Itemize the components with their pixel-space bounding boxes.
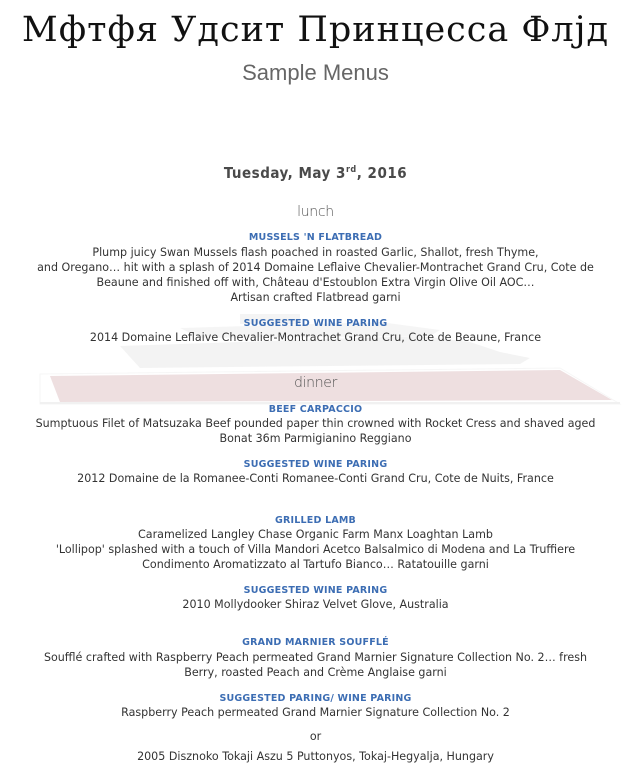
course-description bbox=[20, 650, 611, 680]
meal-label-lunch: lunch bbox=[297, 204, 334, 220]
course-description bbox=[20, 245, 611, 305]
course-description bbox=[20, 416, 611, 446]
description-line: Caramelized Langley Chase Organic Farm Manx Loaghtan Lamb bbox=[138, 528, 493, 541]
wine-line: 2005 Disznoko Tokaji Aszu 5 Puttonyos, Tokaj-Hegyalja, Hungary bbox=[137, 750, 494, 763]
course-title: BEEF CARPACCIO bbox=[268, 404, 363, 415]
course-title: MUSSELS 'N FLATBREAD bbox=[248, 232, 383, 243]
wine-line: 2010 Mollydooker Shiraz Velvet Glove, Australia bbox=[182, 598, 449, 611]
wine-description bbox=[20, 597, 611, 612]
course-title: GRILLED LAMB bbox=[275, 515, 356, 526]
wine-description bbox=[20, 705, 611, 720]
wine-description bbox=[20, 749, 611, 764]
wine-title: SUGGESTED WINE PARING bbox=[243, 318, 388, 329]
date-year: , 2016 bbox=[356, 164, 408, 182]
or-label: or bbox=[309, 730, 322, 743]
wine-title: SUGGESTED PARING/ WINE PARING bbox=[219, 693, 412, 704]
date-prefix: Tuesday, May 3 bbox=[223, 164, 346, 182]
wine-description bbox=[20, 330, 611, 345]
wine-title: SUGGESTED WINE PARING bbox=[243, 459, 388, 470]
course-description bbox=[20, 527, 611, 572]
description-line: and Oregano… hit with a splash of 2014 Domaine Leflaive Chevalier-Montrachet Grand Cru, Cote de bbox=[37, 261, 594, 274]
page-subtitle: Sample Menus bbox=[242, 60, 389, 85]
wine-line: Raspberry Peach permeated Grand Marnier Signature Collection No. 2 bbox=[121, 706, 510, 719]
date-suffix: rd bbox=[345, 165, 357, 175]
description-line: Plump juicy Swan Mussels flash poached in roasted Garlic, Shallot, fresh Thyme, bbox=[92, 246, 539, 259]
brand-title: Мфтфя Удсит Принцесса Флјд bbox=[21, 10, 610, 50]
description-line: Bonat 36m Parmigianino Reggiano bbox=[219, 432, 412, 445]
description-line: Beaune and finished off with, Château d'Estoublon Extra Virgin Olive Oil AOC… bbox=[96, 276, 535, 289]
description-line: 'Lollipop' splashed with a touch of Villa Mandori Acetco Balsalmico di Modena and La Truffiere bbox=[55, 543, 576, 556]
wine-line: 2014 Domaine Leflaive Chevalier-Montrachet Grand Cru, Cote de Beaune, France bbox=[89, 331, 542, 344]
description-line: Berry, roasted Peach and Crème Anglaise garni bbox=[184, 666, 447, 679]
menu-date bbox=[0, 164, 631, 182]
wine-title: SUGGESTED WINE PARING bbox=[243, 585, 388, 596]
wine-line: 2012 Domaine de la Romanee-Conti Romanee-Conti Grand Cru, Cote de Nuits, France bbox=[77, 472, 554, 485]
meal-label-dinner: dinner bbox=[293, 375, 338, 391]
or-separator bbox=[20, 729, 611, 744]
course-title: GRAND MARNIER SOUFFLÉ bbox=[242, 637, 389, 648]
description-line: Artisan crafted Flatbread garni bbox=[230, 291, 401, 304]
description-line: Condimento Aromatizzato al Tartufo Bianco… Ratatouille garni bbox=[142, 558, 489, 571]
description-line: Soufflé crafted with Raspberry Peach permeated Grand Marnier Signature Collection No. 2… fresh bbox=[43, 651, 588, 664]
description-line: Sumptuous Filet of Matsuzaka Beef pounded paper thin crowned with Rocket Cress and shaved aged bbox=[35, 417, 596, 430]
wine-description bbox=[20, 471, 611, 486]
